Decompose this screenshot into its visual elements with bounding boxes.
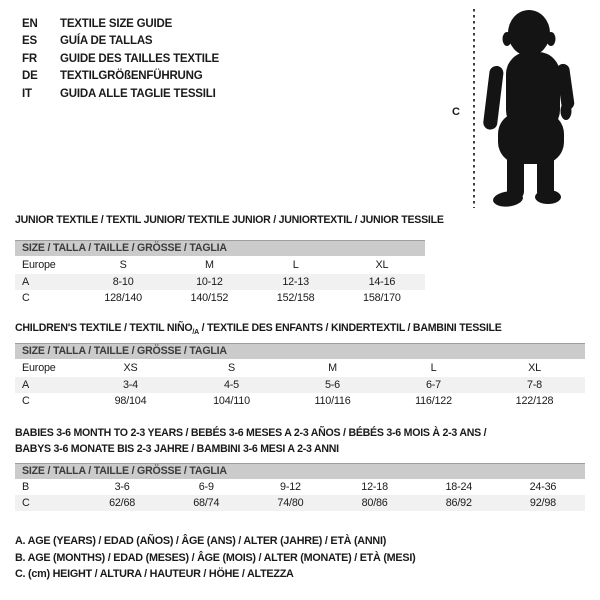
table-row [15,274,425,290]
language-row [22,68,219,85]
size-header-label: SIZE / TALLA / TAILLE / GRÖSSE / TAGLIA [22,465,227,477]
size-header-label: SIZE / TALLA / TAILLE / GRÖSSE / TAGLIA [22,242,227,254]
babies-title-line1: BABIES 3-6 MONTH TO 2-3 YEARS / BEBÉS 3-6 MESES A 2-3 AÑOS / BÉBÉS 3-6 MOIS À 2-3 ANS / [15,427,487,439]
table-row [15,393,585,409]
row-label: A [22,379,30,391]
row-label: Europe [22,259,56,271]
size-cell: XS [123,362,138,374]
row-label: B [22,481,30,493]
row-label: C [22,292,30,304]
age-cell: 5-6 [324,379,340,391]
age-cell: 6-9 [198,481,214,493]
language-title: GUIDE DES TAILLES TEXTILE [60,52,219,65]
row-label: C [22,497,30,509]
language-code: EN [22,18,38,30]
age-cell: 3-6 [114,481,130,493]
size-header-bar [15,343,585,359]
height-cell: 98/104 [114,395,147,407]
size-cell: L [430,362,437,374]
footnote-c: C. (cm) HEIGHT / ALTURA / HAUTEUR / HÖHE / ALTEZZA [15,568,294,580]
language-code: IT [22,87,32,100]
language-row [22,16,219,33]
size-header-bar [15,240,425,256]
size-cell: S [227,362,235,374]
height-cell: 122/128 [515,395,554,407]
height-cell: 80/86 [361,497,388,509]
height-cell: 110/116 [314,395,351,407]
age-cell: 6-7 [425,379,441,391]
babies-table-title [15,425,486,457]
language-title: TEXTILE SIZE GUIDE [60,18,173,30]
height-cell: 140/152 [190,292,229,304]
footnote-b: B. AGE (MONTHS) / EDAD (MESES) / ÂGE (MOIS) / ALTER (MONATE) / ETÀ (MESI) [15,551,416,564]
children-title-sub: /A [192,329,199,337]
height-cell: 116/122 [415,395,452,407]
language-code: ES [22,35,37,48]
table-row [15,479,585,495]
age-cell: 10-12 [196,276,223,288]
size-cell: S [119,259,127,271]
footnote-a: A. AGE (YEARS) / EDAD (AÑOS) / ÂGE (ANS) / ALTER (JAHRE) / ETÀ (ANNI) [15,535,387,547]
footnote-list [15,533,415,583]
language-title-list [22,16,219,103]
language-title: GUÍA DE TALLAS [60,35,153,48]
height-cell: 158/170 [363,292,401,304]
children-size-table [15,343,585,409]
table-row [15,377,585,393]
size-cell: XL [375,259,389,271]
children-title-pre: CHILDREN'S TEXTILE / TEXTIL NIÑO [15,322,193,334]
language-row [22,33,219,50]
age-cell: 14-16 [368,276,396,288]
babies-size-table [15,463,585,511]
age-cell: 8-10 [112,276,134,288]
language-title: GUIDA ALLE TAGLIE TESSILI [60,87,216,100]
table-row [15,256,425,274]
babies-title-line2: BABYS 3-6 MONATE BIS 2-3 JAHRE / BAMBINI 3-6 MESI A 2-3 ANNI [15,443,339,455]
table-row [15,495,585,511]
age-cell: 24-36 [529,481,557,493]
age-cell: 9-12 [280,481,301,493]
table-row [15,290,425,306]
row-label: A [22,276,30,288]
children-table-title [15,322,502,336]
age-cell: 7-8 [526,379,542,391]
age-cell: 4-5 [223,379,239,391]
height-cell: 92/98 [529,497,556,509]
language-code: FR [22,52,37,65]
size-cell: M [204,259,214,271]
language-row [22,86,219,103]
junior-size-table [15,240,425,306]
height-cell: 86/92 [445,497,472,509]
children-title-post: / TEXTILE DES ENFANTS / KINDERTEXTIL / BAMBINI TESSILE [198,322,502,334]
baby-silhouette-image [481,8,583,208]
height-cell: 128/140 [104,292,142,304]
junior-table-title: JUNIOR TEXTILE / TEXTIL JUNIOR/ TEXTILE JUNIOR / JUNIORTEXTIL / JUNIOR TESSILE [15,214,444,226]
age-cell: 3-4 [122,379,138,391]
height-measure-line [473,9,475,208]
age-cell: 12-18 [361,481,388,493]
height-cell: 62/68 [109,497,136,509]
height-cell: 104/110 [213,395,250,407]
language-code: DE [22,70,38,83]
height-cell: 68/74 [193,497,220,509]
height-cell: 74/80 [277,497,304,509]
age-cell: 18-24 [445,481,473,493]
size-cell: XL [528,362,541,374]
size-header-bar [15,463,585,479]
language-title: TEXTILGRÖßENFÜHRUNG [60,70,203,83]
size-cell: L [292,259,299,271]
row-label: Europe [22,362,56,374]
row-label: C [22,395,30,407]
size-cell: M [328,362,337,374]
height-measure-label: C [452,106,460,118]
height-cell: 152/158 [276,292,315,304]
size-header-label: SIZE / TALLA / TAILLE / GRÖSSE / TAGLIA [22,345,227,357]
language-row [22,51,219,68]
table-row [15,359,585,377]
age-cell: 12-13 [282,276,309,288]
